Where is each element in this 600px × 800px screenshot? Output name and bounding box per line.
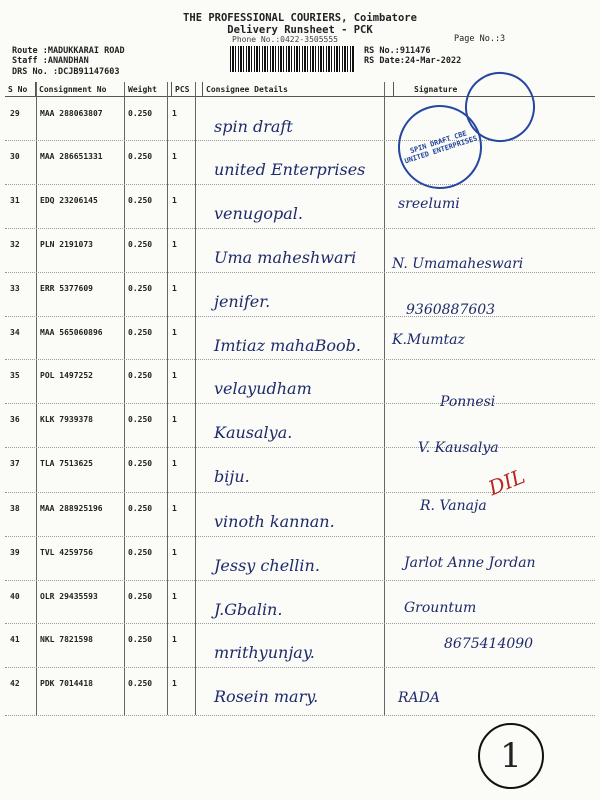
col-signature: Signature — [394, 82, 596, 97]
consignment-number: POL 1497252 — [40, 371, 93, 380]
pieces: 1 — [172, 328, 177, 337]
table-row — [5, 580, 595, 624]
weight: 0.250 — [128, 592, 153, 601]
weight: 0.250 — [128, 284, 153, 293]
weight: 0.250 — [128, 459, 153, 468]
consignee-name: velayudham — [214, 379, 312, 398]
weight: 0.250 — [128, 415, 153, 424]
consignee-name: Jessy chellin. — [214, 556, 320, 575]
pieces: 1 — [172, 109, 177, 118]
consignment-number: EDQ 23206145 — [40, 196, 98, 205]
route-label: Route :MADUKKARAI ROAD — [12, 46, 125, 56]
col-weight: Weight — [125, 82, 172, 97]
pieces: 1 — [172, 415, 177, 424]
report-title: THE PROFESSIONAL COURIERS, Coimbatore — [183, 12, 417, 24]
dil-mark: DIL — [484, 463, 529, 501]
consignee-name: venugopal. — [214, 204, 303, 223]
serial-number: 35 — [10, 371, 20, 380]
weight: 0.250 — [128, 548, 153, 557]
pieces: 1 — [172, 679, 177, 688]
consignment-number: MAA 565060896 — [40, 328, 103, 337]
serial-number: 32 — [10, 240, 20, 249]
pieces: 1 — [172, 592, 177, 601]
serial-number: 31 — [10, 196, 20, 205]
consignment-number: ERR 5377609 — [40, 284, 93, 293]
pieces: 1 — [172, 459, 177, 468]
consignment-number: KLK 7939378 — [40, 415, 93, 424]
report-subtitle: Delivery Runsheet - PCK — [227, 24, 373, 36]
table-row — [5, 403, 595, 448]
signature: 8675414090 — [444, 636, 534, 652]
serial-number: 29 — [10, 109, 20, 118]
col-sno: S No — [5, 82, 36, 97]
pieces: 1 — [172, 152, 177, 161]
drs-number: DRS No. :DCJB91147603 — [12, 67, 120, 77]
consignee-name: united Enterprises — [214, 160, 366, 179]
signature: sreelumi — [398, 196, 460, 212]
consignee-name: biju. — [214, 467, 250, 486]
pieces: 1 — [172, 284, 177, 293]
col-consignment: Consignment No — [36, 82, 125, 97]
serial-number: 39 — [10, 548, 20, 557]
serial-number: 34 — [10, 328, 20, 337]
pieces: 1 — [172, 635, 177, 644]
consignee-name: J.Gbalin. — [214, 600, 283, 619]
table-row — [5, 272, 595, 317]
col-consignee: Consignee Details — [203, 82, 394, 97]
stamp-text: SPIN DRAFT CBE UNITED ENTERPRISES — [403, 129, 479, 166]
signature: K.Mumtaz — [392, 332, 465, 348]
weight: 0.250 — [128, 152, 153, 161]
consignee-name: mrithyunjay. — [214, 643, 315, 662]
signature: Ponnesi — [440, 394, 496, 410]
consignee-name: Kausalya. — [214, 423, 293, 442]
serial-number: 41 — [10, 635, 20, 644]
weight: 0.250 — [128, 328, 153, 337]
weight: 0.250 — [128, 371, 153, 380]
pieces: 1 — [172, 371, 177, 380]
consignee-name: Imtiaz mahaBoob. — [214, 336, 361, 355]
page-circle-mark: 1 — [478, 723, 544, 789]
signature: N. Umamaheswari — [392, 256, 524, 272]
serial-number: 33 — [10, 284, 20, 293]
consignee-name: spin draft — [214, 117, 293, 136]
consignment-number: MAA 286651331 — [40, 152, 103, 161]
pieces: 1 — [172, 548, 177, 557]
signature: Grountum — [404, 600, 477, 616]
staff-label: Staff :ANANDHAN — [12, 56, 89, 66]
serial-number: 36 — [10, 415, 20, 424]
consignment-number: PDK 7014418 — [40, 679, 93, 688]
serial-number: 30 — [10, 152, 20, 161]
consignee-name: Uma maheshwari — [214, 248, 357, 267]
consignment-number: PLN 2191073 — [40, 240, 93, 249]
col-pcs: PCS — [172, 82, 203, 97]
weight: 0.250 — [128, 504, 153, 513]
page-number: Page No.:3 — [454, 34, 506, 44]
signature: RADA — [398, 690, 440, 706]
serial-number: 42 — [10, 679, 20, 688]
weight: 0.250 — [128, 196, 153, 205]
consignment-number: TLA 7513625 — [40, 459, 93, 468]
serial-number: 38 — [10, 504, 20, 513]
weight: 0.250 — [128, 240, 153, 249]
barcode — [230, 46, 355, 72]
consignment-number: MAA 288063807 — [40, 109, 103, 118]
consignee-name: vinoth kannan. — [214, 512, 335, 531]
pieces: 1 — [172, 504, 177, 513]
consignee-name: jenifer. — [214, 292, 271, 311]
consignee-name: Rosein mary. — [214, 687, 319, 706]
rs-number: RS No.:911476 — [364, 46, 431, 56]
weight: 0.250 — [128, 635, 153, 644]
serial-number: 37 — [10, 459, 20, 468]
signature: Jarlot Anne Jordan — [404, 555, 536, 571]
consignment-number: TVL 4259756 — [40, 548, 93, 557]
rs-date: RS Date:24-Mar-2022 — [364, 56, 462, 66]
weight: 0.250 — [128, 109, 153, 118]
consignment-number: OLR 29435593 — [40, 592, 98, 601]
weight: 0.250 — [128, 679, 153, 688]
signature: V. Kausalya — [418, 440, 499, 456]
pieces: 1 — [172, 196, 177, 205]
consignment-number: MAA 288925196 — [40, 504, 103, 513]
signature: R. Vanaja — [420, 498, 487, 514]
signature: 9360887603 — [406, 302, 496, 318]
serial-number: 40 — [10, 592, 20, 601]
phone-number: Phone No.:0422-3505555 — [232, 35, 338, 44]
pieces: 1 — [172, 240, 177, 249]
consignment-number: NKL 7821598 — [40, 635, 93, 644]
